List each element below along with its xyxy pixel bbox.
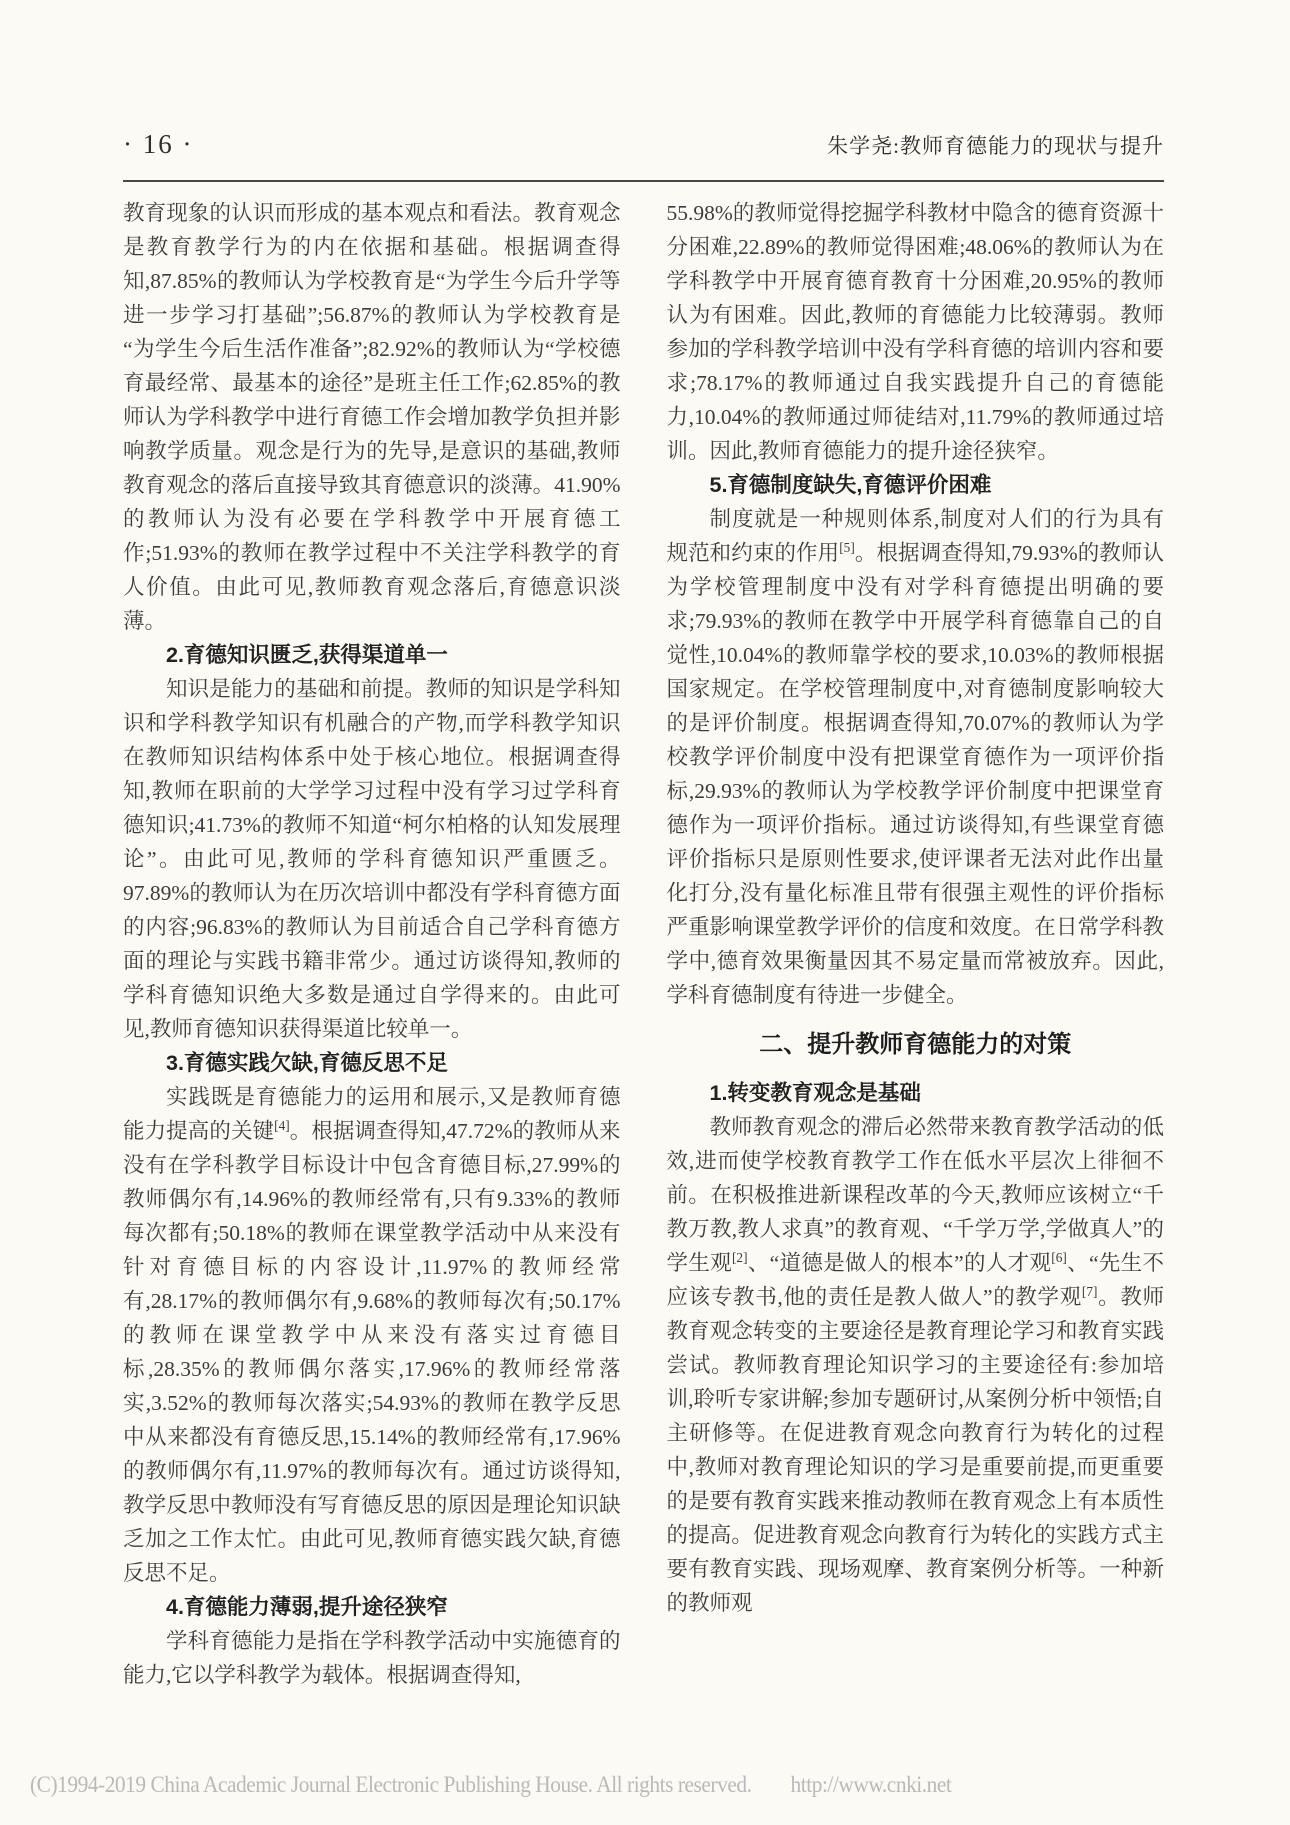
- reference-marker: [6]: [1051, 1249, 1067, 1265]
- subsection-heading: 1.转变教育观念是基础: [709, 1081, 921, 1105]
- subsection-heading: 2.育德知识匮乏,获得渠道单一: [166, 643, 448, 667]
- reference-marker: [7]: [1081, 1283, 1098, 1299]
- paragraph: 实践既是育德能力的运用和展示,又是教师育德能力提高的关键[4]。根据调查得知,47.72%的教师从来没有在学科教学目标设计中包含育德目标,27.99%的教师偶尔有,14.96%的教师经常有,只有9.33%的教师每次都有;50.18%的教师在课堂教学活动中从来没有针对育德目标的内容设计,11.97%的教师经常有,28.17%的教师偶尔有,9.68%的教师每次有;50.17%的教师在课堂教学中从来没有落实过育德目标,28.35%的教师偶尔落实,17.96%的教师经常落实,3.52%的教师每次落实;54.93%的教师在教学反思中从来都没有育德反思,15.14%的教师经常有,17.96%的教师偶尔有,11.97%的教师每次有。通过访谈得知,教学反思中教师没有写育德反思的原因是理论知识缺乏加之工作太忙。由此可见,教师育德实践欠缺,育德反思不足。: [123, 1085, 621, 1585]
- paragraph: 教师教育观念的滞后必然带来教育教学活动的低效,进而使学校教育教学工作在低水平层次上徘徊不前。在积极推进新课程改革的今天,教师应该树立“千教万教,教人求真”的教育观、“千学万学,学做真人”的学生观[2]、“道德是做人的根本”的人才观[6]、“先生不应该专教书,他的责任是教人做人”的教学观[7]。教师教育观念转变的主要途径是教育理论学习和教育实践尝试。教师教育理论知识学习的主要途径有:参加培训,聆听专家讲解;参加专题研讨,从案例分析中领悟;自主研修等。在促进教育观念向教育行为转化的过程中,教师对教育理论知识的学习是重要前提,而更重要的是要有教育实践来推动教师在教育观念上有本质性的提高。促进教育观念向教育行为转化的实践方式主要有教育实践、现场观摩、教育案例分析等。一种新的教师观: [666, 1115, 1164, 1615]
- running-title: 朱学尧:教师育德能力的现状与提升: [827, 134, 1164, 158]
- reference-marker: [4]: [274, 1117, 290, 1133]
- paragraph: 教育现象的认识而形成的基本观点和看法。教育观念是教育教学行为的内在依据和基础。根据调查得知,87.85%的教师认为学校教育是“为学生今后升学等进一步学习打基础”;56.87%的教师认为学校教育是“为学生今后生活作准备”;82.92%的教师认为“学校德育最经常、最基本的途径”是班主任工作;62.85%的教师认为学科教学中进行育德工作会增加教学负担并影响教学质量。观念是行为的先导,是意识的基础,教师教育观念的落后直接导致其育德意识的淡薄。41.90%的教师认为没有必要在学科教学中开展育德工作;51.93%的教师在教学过程中不关注学科教学的育人价值。由此可见,教师教育观念落后,育德意识淡薄。: [123, 201, 621, 633]
- page-header: [123, 112, 1164, 160]
- paragraph: 知识是能力的基础和前提。教师的知识是学科知识和学科教学知识有机融合的产物,而学科教学知识在教师知识结构体系中处于核心地位。根据调查得知,教师在职前的大学学习过程中没有学习过学科育德知识;41.73%的教师不知道“柯尔柏格的认知发展理论”。由此可见,教师的学科育德知识严重匮乏。97.89%的教师认为在历次培训中都没有学科育德方面的内容;96.83%的教师认为目前适合自己学科育德方面的理论与实践书籍非常少。通过访谈得知,教师的学科育德知识绝大多数是通过自学得来的。由此可见,教师育德知识获得渠道比较单一。: [123, 677, 621, 1041]
- copyright-notice: (C)1994-2019 China Academic Journal Electronic Publishing House. All rights reserved.: [30, 1772, 752, 1797]
- subsection-heading: 5.育德制度缺失,育德评价困难: [709, 473, 992, 497]
- section-title: 二、提升教师育德能力的对策: [759, 1031, 1072, 1058]
- subsection-heading: 3.育德实践欠缺,育德反思不足: [166, 1051, 448, 1075]
- paragraph: 学科育德能力是指在学科教学活动中实施德育的能力,它以学科教学为载体。根据调查得知,: [123, 1629, 621, 1687]
- right-column: [667, 196, 1165, 1712]
- reference-marker: [5]: [839, 539, 855, 555]
- reference-marker: [2]: [731, 1249, 748, 1265]
- header-rule: [123, 180, 1164, 182]
- cnki-url: http://www.cnki.net: [790, 1772, 952, 1797]
- paragraph: 55.98%的教师觉得挖掘学科教材中隐含的德育资源十分困难,22.89%的教师觉得困难;48.06%的教师认为在学科教学中开展育德育教育十分困难,20.95%的教师认为有困难。因此,教师的育德能力比较薄弱。教师参加的学科教学培训中没有学科育德的培训内容和要求;78.17%的教师通过自我实践提升自己的育德能力,10.04%的教师通过师徒结对,11.79%的教师通过培训。因此,教师育德能力的提升途径狭窄。: [666, 201, 1164, 463]
- left-column: [123, 196, 621, 1712]
- subsection-heading: 4.育德能力薄弱,提升途径狭窄: [166, 1595, 448, 1619]
- article-body: [123, 196, 1164, 1712]
- page-footer: [30, 1772, 951, 1798]
- page-number: · 16 ·: [123, 129, 194, 159]
- paragraph: 制度就是一种规则体系,制度对人们的行为具有规范和约束的作用[5]。根据调查得知,79.93%的教师认为学校管理制度中没有对学科育德提出明确的要求;79.93%的教师在教学中开展学科育德靠自己的自觉性,10.04%的教师靠学校的要求,10.03%的教师根据国家规定。在学校管理制度中,对育德制度影响较大的是评价制度。根据调查得知,70.07%的教师认为学校教学评价制度中没有把课堂育德作为一项评价指标,29.93%的教师认为学校教学评价制度中把课堂育德作为一项评价指标。通过访谈得知,有些课堂育德评价指标只是原则性要求,使评课者无法对此作出量化打分,没有量化标准且带有很强主观性的评价指标严重影响课堂教学评价的信度和效度。在日常学科教学中,德育效果衡量因其不易定量而常被放弃。因此,学科育德制度有待进一步健全。: [666, 507, 1164, 1007]
